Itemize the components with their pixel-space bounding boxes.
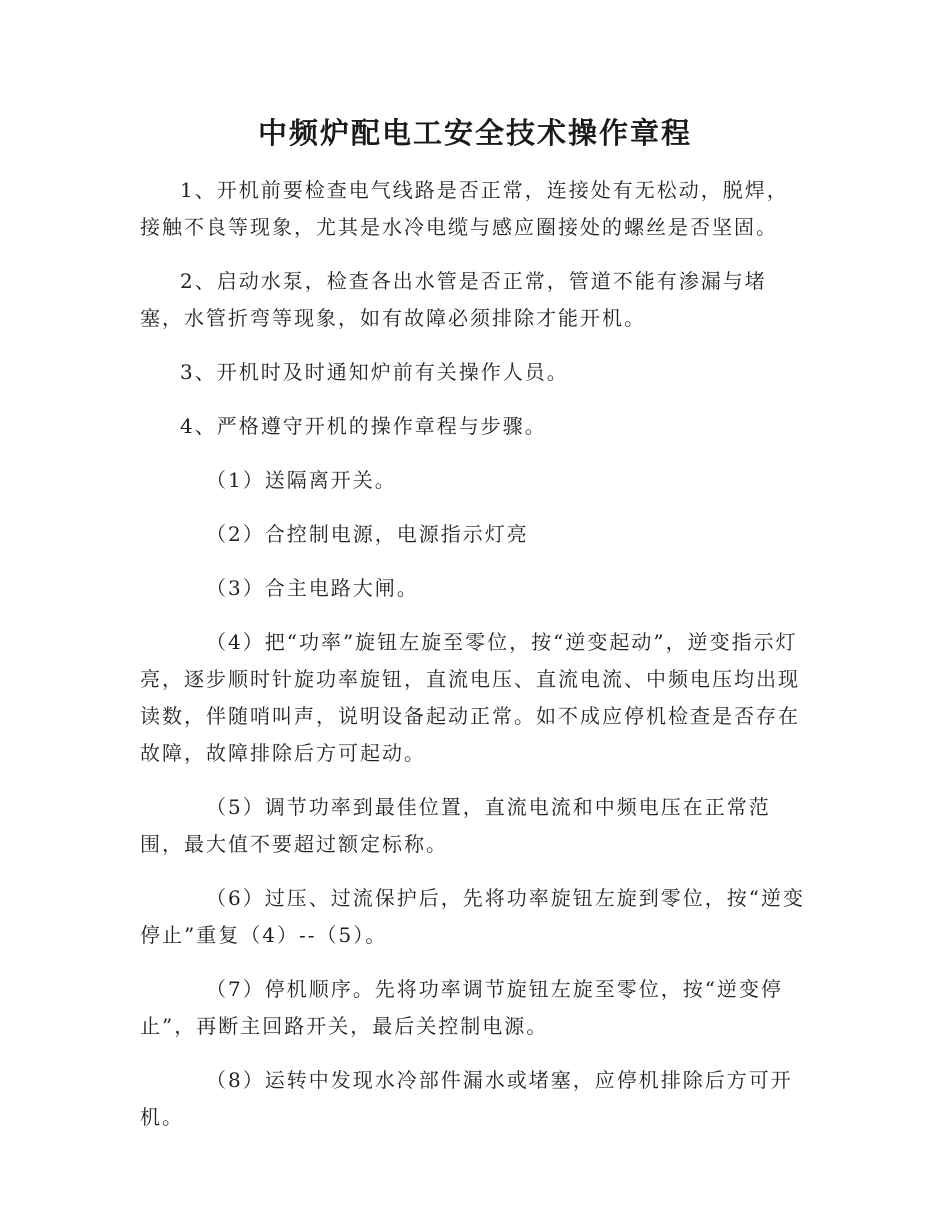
step-6: （6）过压、过流保护后，先将功率旋钮左旋到零位，按“逆变停止”重复（4）--（5）。 [140, 886, 805, 947]
step-7: （7）停机顺序。先将功率调节旋钮左旋至零位，按“逆变停止”，再断主回路开关，最后关控制电源。 [140, 977, 783, 1038]
step-5: （5）调节功率到最佳位置，直流电流和中频电压在正常范围，最大值不要超过额定标称。 [140, 795, 771, 856]
step-1: （1）送隔离开关。 [206, 468, 397, 492]
step-3: （3）合主电路大闸。 [206, 576, 419, 600]
paragraph-item-3: 3、开机时及时通知炉前有关操作人员。 [180, 360, 569, 384]
document-title: 中频炉配电工安全技术操作章程 [257, 116, 692, 150]
step-2: （2）合控制电源，电源指示灯亮 [206, 522, 529, 546]
step-4: （4）把“功率”旋钮左旋至零位，按“逆变起动”，逆变指示灯亮，逐步顺时针旋功率旋钮，直流电压、直流电流、中频电压均出现读数，伴随哨叫声，说明设备起动正常。如不成应停机检查是否存在故障，故障排除后方可起动。 [140, 630, 800, 765]
paragraph-item-1: 1、开机前要检查电气线路是否正常，连接处有无松动，脱焊，接触不良等现象，尤其是水冷电缆与感应圈接处的螺丝是否坚固。 [140, 178, 789, 239]
paragraph-item-2: 2、启动水泵，检查各出水管是否正常，管道不能有渗漏与堵塞，水管折弯等现象，如有故障必须排除才能开机。 [140, 269, 767, 330]
paragraph-item-4: 4、严格遵守开机的操作章程与步骤。 [180, 414, 547, 438]
step-8: （8）运转中发现水冷部件漏水或堵塞，应停机排除后方可开机。 [140, 1068, 793, 1129]
